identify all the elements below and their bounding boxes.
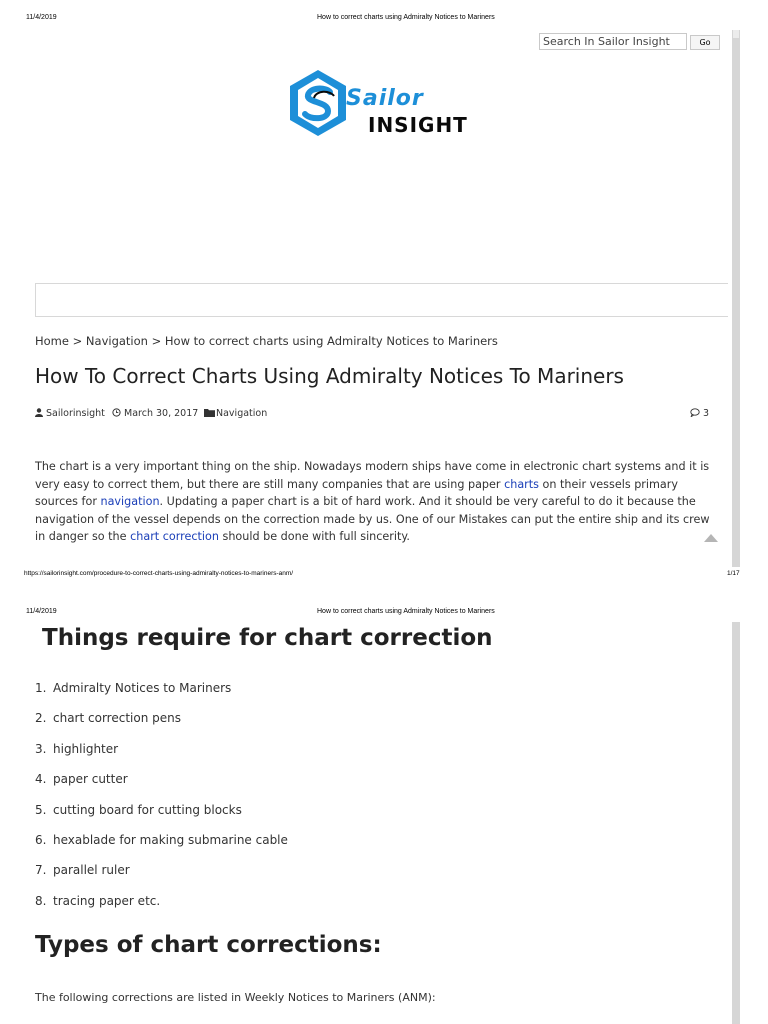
post-category[interactable] [204,408,267,419]
logo-text-sailor: Sailor [346,86,424,111]
list-item [35,830,288,860]
site-logo[interactable] [288,68,470,140]
search-input[interactable]: Search In Sailor Insight [539,33,687,50]
breadcrumb-home[interactable]: Home [35,334,69,348]
list-item-text: cutting board for cutting blocks [53,802,242,817]
paragraph-text: . Updating a paper chart is a bit of hard work. And it should be very careful to do it because the navigation of the vessel depends on the correction made by us. One of our Mistakes can put the entire ship and its crew in danger so the [35,495,710,543]
link-charts[interactable]: charts [504,477,539,491]
list-item [35,708,288,738]
post-author[interactable] [35,408,105,419]
print-doc-title: How to correct charts using Admiralty Notices to Mariners [317,14,495,21]
breadcrumb [35,334,498,348]
post-intro-paragraph [35,458,715,546]
paragraph-text: on their vessels primary sources for [35,477,678,508]
author-name[interactable]: Sailorinsight [46,408,105,419]
scrollbar-track[interactable] [732,622,740,1024]
clock-icon [112,408,121,417]
breadcrumb-current: How to correct charts using Admiralty Notices to Mariners [164,334,498,348]
requirements-list [35,678,288,921]
scrollbar-up-arrow[interactable] [733,30,739,38]
scroll-up-icon[interactable] [703,533,719,543]
list-item-text: paper cutter [53,772,128,787]
list-item [35,800,288,830]
list-number: 8. [35,893,47,908]
list-item-text: parallel ruler [53,863,130,878]
print-date: 11/4/2019 [26,608,57,615]
list-item [35,860,288,890]
link-navigation[interactable]: navigation [100,495,160,508]
list-item-text: chart correction pens [53,711,181,726]
post-date-text: March 30, 2017 [124,408,199,419]
print-footer-page: 1/17 [727,570,740,577]
section-heading-requirements: Things require for chart correction [42,625,493,651]
list-number: 5. [35,802,47,817]
list-item [35,678,288,708]
comment-icon [690,408,700,417]
breadcrumb-navigation[interactable]: Navigation [85,334,148,348]
user-icon [35,408,43,417]
list-number: 6. [35,832,47,847]
comment-count[interactable]: 3 [703,408,710,419]
list-number: 4. [35,772,47,787]
list-number: 1. [35,681,47,695]
main-nav-bar[interactable] [35,283,728,317]
logo-text-insight: INSIGHT [368,113,468,137]
post-title: How To Correct Charts Using Admiralty Notices To Mariners [35,364,624,388]
post-category-link[interactable]: Navigation [216,408,268,419]
paragraph-text: should be done with full sincerity. [218,530,410,543]
list-number: 7. [35,863,47,878]
list-number: 2. [35,711,47,726]
list-item-text: hexablade for making submarine cable [53,832,288,847]
paragraph-text: The chart is a very important thing on the ship. Nowadays modern ships have come in electronic chart systems and it is very easy to correct them, but there are still many companies that are using paper [35,460,710,491]
list-item-text: tracing paper etc. [53,893,161,908]
list-item-text: highlighter [53,741,119,756]
print-date: 11/4/2019 [26,14,57,21]
list-item [35,769,288,799]
print-footer-url: https://sailorinsight.com/procedure-to-correct-charts-using-admiralty-notices-to-mariners-anm/ [24,570,294,577]
list-item [35,891,288,921]
search-go-button[interactable]: Go [690,35,720,50]
breadcrumb-separator: > [68,334,86,348]
scrollbar-track[interactable] [732,30,740,567]
post-date [112,408,198,419]
folder-icon [204,408,216,417]
section-intro-text: The following corrections are listed in Weekly Notices to Mariners (ANM): [35,991,436,1004]
post-comments[interactable] [690,408,709,419]
print-doc-title: How to correct charts using Admiralty Notices to Mariners [317,608,495,615]
section-heading-types: Types of chart corrections: [35,932,382,958]
list-number: 3. [35,741,47,756]
list-item-text: Admiralty Notices to Mariners [53,681,232,695]
link-chart-correction[interactable]: chart correction [130,530,219,543]
list-item [35,739,288,769]
breadcrumb-separator: > [147,334,165,348]
